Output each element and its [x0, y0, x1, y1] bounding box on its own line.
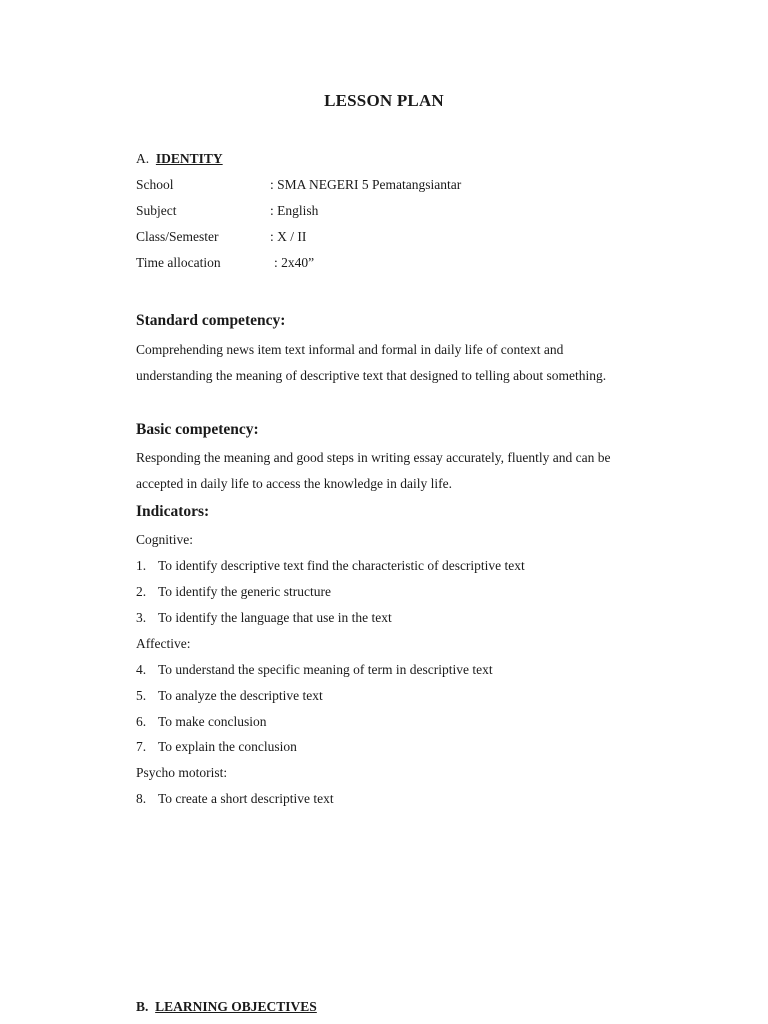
indicator-number: 2. [136, 584, 147, 599]
indicator-text: To create a short descriptive text [158, 791, 334, 806]
basic-competency-line-1: Responding the meaning and good steps in writing essay accurately, fluently and can be [136, 450, 611, 465]
standard-competency-line-1: Comprehending news item text informal and formal in daily life of context and [136, 342, 564, 357]
affective-label: Affective: [136, 636, 191, 651]
indicator-item [136, 610, 392, 626]
standard-competency-heading: Standard competency: [136, 312, 286, 329]
indicator-number: 4. [136, 662, 147, 677]
section-a-heading [136, 151, 223, 167]
identity-label-time: Time allocation [136, 255, 221, 270]
indicator-text: To explain the conclusion [158, 739, 297, 754]
indicator-text: To analyze the descriptive text [158, 688, 323, 703]
section-a-title: IDENTITY [155, 151, 223, 166]
indicator-item [136, 714, 267, 730]
identity-value-subject: : English [270, 203, 319, 218]
indicator-item [136, 584, 331, 600]
identity-label-school: School [136, 177, 174, 192]
indicator-item [136, 688, 323, 704]
indicator-number: 8. [136, 791, 147, 806]
indicator-item [136, 739, 297, 755]
basic-competency-line-2: accepted in daily life to access the knowledge in daily life. [136, 476, 453, 491]
indicator-text: To identify the generic structure [158, 584, 331, 599]
indicator-item [136, 662, 493, 678]
indicator-text: To identify descriptive text find the characteristic of descriptive text [158, 558, 525, 573]
indicator-item [136, 558, 525, 574]
psycho-motorist-label: Psycho motorist: [136, 765, 228, 780]
indicator-number: 3. [136, 610, 147, 625]
indicator-text: To make conclusion [158, 714, 267, 729]
standard-competency-line-2: understanding the meaning of descriptive text that designed to telling about something. [136, 368, 607, 383]
indicator-number: 5. [136, 688, 147, 703]
indicators-heading: Indicators: [136, 503, 210, 520]
indicator-text: To understand the specific meaning of term in descriptive text [158, 662, 493, 677]
identity-value-time: : 2x40” [274, 255, 315, 270]
section-b-title: LEARNING OBJECTIVES [155, 999, 317, 1014]
identity-label-subject: Subject [136, 203, 177, 218]
identity-value-class: : X / II [270, 229, 307, 244]
section-b-heading [136, 999, 317, 1015]
indicator-text: To identify the language that use in the text [158, 610, 392, 625]
identity-value-school: : SMA NEGERI 5 Pematangsiantar [270, 177, 462, 192]
cognitive-label: Cognitive: [136, 532, 193, 547]
basic-competency-heading: Basic competency: [136, 421, 259, 438]
identity-label-class: Class/Semester [136, 229, 219, 244]
indicator-number: 7. [136, 739, 147, 754]
indicator-item [136, 791, 334, 807]
section-a-letter: A. [136, 151, 150, 166]
indicator-number: 1. [136, 558, 147, 573]
document-title: LESSON PLAN [324, 91, 444, 110]
section-b-letter: B. [136, 999, 149, 1014]
indicator-number: 6. [136, 714, 147, 729]
